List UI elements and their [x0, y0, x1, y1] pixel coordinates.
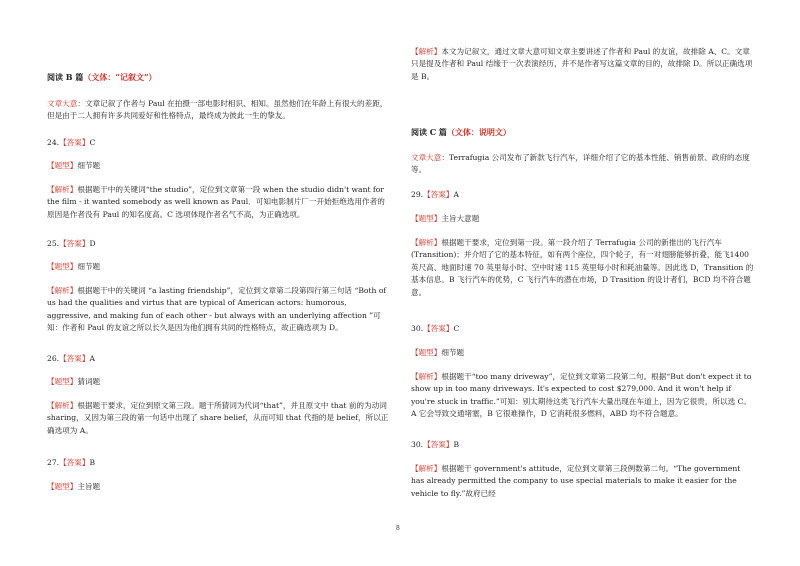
q27-answer [47, 457, 95, 469]
type-value: 猜词题 [77, 377, 101, 386]
q30b-analysis [411, 463, 756, 500]
q30b-answer [411, 439, 459, 451]
analysis-label: 【解析】 [411, 238, 442, 247]
section-c-prefix: 阅读 C 篇 [411, 127, 447, 137]
answer-value: B [89, 458, 96, 467]
q25-answer [47, 238, 96, 250]
answer-label: 【答案】 [59, 138, 90, 147]
q27-type [47, 481, 100, 493]
answer-label: 【答案】 [423, 190, 454, 199]
section-b-prefix: 阅读 B 篇 [47, 72, 84, 82]
q24-type [47, 160, 100, 172]
q30-analysis [411, 371, 756, 421]
analysis-text: 根据题干“too many driveway”，定位到文章第二段第二句。根据“But don't expect it to show up in too many driveways. It's expected to cost $279,000. And it won't help if you're stuck in traffic.”可知：别太期待这类飞行汽车大量出现在车道上，因为它很贵，所以选 C。A 它会导致交通堵塞，B 它很难操作，D 它消耗很多燃料，ABD 均不符合题意。 [411, 372, 752, 419]
type-value: 主旨大意题 [441, 214, 480, 223]
type-value: 细节题 [441, 348, 465, 357]
question-number: 26. [47, 354, 60, 363]
type-label: 【题型】 [47, 482, 78, 491]
section-b-genre: （文体：“记叙文”） [83, 72, 157, 82]
analysis-label: 【解析】 [411, 372, 442, 381]
question-number: 30. [411, 440, 424, 449]
type-label: 【题型】 [411, 214, 442, 223]
analysis-text: 根据题干中的关键词 “a lasting friendship”，定位到文章第二段第四行第三句话 “Both of us had the qualities and virtus that are typical of American actors: humorous, aggressive, and making fun of each other - but always with an underlying affection ”可知：作者和 Paul 的友谊之所以长久是因为他们拥有共同的性格特点，故正确选项为 D。 [47, 286, 387, 333]
type-label: 【题型】 [47, 161, 78, 170]
section-b-heading [47, 71, 157, 83]
section-c-genre: （文体：说明文） [446, 127, 511, 137]
answer-label: 【答案】 [423, 440, 454, 449]
section-b-summary [47, 98, 392, 123]
answer-value: D [89, 239, 96, 248]
summary-label: 文章大意 [47, 99, 78, 108]
answer-label: 【答案】 [59, 354, 90, 363]
q26-type [47, 376, 100, 388]
answer-value: C [453, 324, 460, 333]
q27-analysis [411, 46, 756, 83]
page-number: 8 [396, 525, 400, 532]
answer-value: B [453, 440, 460, 449]
q29-analysis [411, 237, 756, 299]
question-number: 30. [411, 324, 424, 333]
q26-analysis [47, 400, 392, 437]
type-value: 细节题 [77, 262, 101, 271]
analysis-text: 根据题干 government's attitude，定位到文章第三段例数第二句。“The government has already permitted the company to use special materials to make it easier for the vehicle to fly.”故府已经 [411, 464, 741, 498]
answer-label: 【答案】 [423, 324, 454, 333]
question-number: 24. [47, 138, 60, 147]
q29-answer [411, 189, 459, 201]
analysis-label: 【解析】 [47, 401, 78, 410]
type-label: 【题型】 [47, 377, 78, 386]
answer-label: 【答案】 [59, 239, 90, 248]
answer-label: 【答案】 [59, 458, 90, 467]
q26-answer [47, 353, 95, 365]
summary-text: ：文章记叙了作者与 Paul 在拍摄一部电影时相识、相知。虽然他们在年龄上有很大的差距，但是由于二人拥有许多共同爱好和性格特点，最终成为彼此一生的挚友。 [47, 99, 388, 121]
answer-value: A [89, 354, 95, 363]
type-label: 【题型】 [411, 348, 442, 357]
analysis-label: 【解析】 [411, 47, 442, 56]
q24-answer [47, 137, 95, 149]
section-c-heading [411, 126, 511, 138]
type-value: 细节题 [77, 161, 101, 170]
analysis-text: 根据题干中的关键词“the studio”，定位到文章第一段 when the studio didn't want for the film - it wanted somebody as well known as Paul．可知电影制片厂一开始拒绝选用作者的原因是作者没有 Paul 的知名度高。C 选项体现作者名气不高，为正确选项。 [47, 185, 385, 219]
q30-answer [411, 323, 459, 335]
analysis-text: 根据题干要求，定位到第一段。第一段介绍了 Terrafugia 公司的新推出的飞行汽车(Transition)；并介绍了它的基本特征，如有两个座位，四个轮子，有一对翅膀能够折叠，能飞1400 英尺高、地面时速 70 英里每小时、空中时速 115 英里每小时和耗油量等。因此选 D，Transition 的基本信息。B 飞行汽车的优势，C 飞行汽车的潜在市场，D Trasition 的设计者们，BCD 均不符合题意。 [411, 238, 754, 297]
analysis-label: 【解析】 [411, 464, 442, 473]
section-c-summary [411, 152, 756, 177]
type-value: 主旨题 [77, 482, 101, 491]
question-number: 27. [47, 458, 60, 467]
q30-type [411, 347, 464, 359]
answer-value: C [89, 138, 96, 147]
q24-analysis [47, 184, 392, 221]
analysis-label: 【解析】 [47, 286, 78, 295]
summary-label: 文章大意 [411, 153, 442, 162]
question-number: 25. [47, 239, 60, 248]
q29-type [411, 213, 479, 225]
analysis-label: 【解析】 [47, 185, 78, 194]
q25-analysis [47, 285, 392, 335]
question-number: 29. [411, 190, 424, 199]
type-label: 【题型】 [47, 262, 78, 271]
summary-text: ：Terrafugia 公司发布了新款飞行汽车，详细介绍了它的基本性能、销售前景、政府的态度等。 [411, 153, 750, 175]
analysis-text: 根据题干要求，定位到原文第三段。题干所猜词为代词“that”，并且原文中 that 前的为动词 sharing，又因为第三段的第一句话中出现了 share belief，从而可知 that 代指的是 belief，所以正确选项为 A。 [47, 401, 389, 435]
analysis-text: 本文为记叙文，通过文章大意可知文章主要讲述了作者和 Paul 的友谊，故排除 A、C。文章只是提及作者和 Paul 结缘于一次表演经历，并不是作者写这篇文章的目的，故排除 D。所以正确选项是 B。 [411, 47, 753, 81]
q25-type [47, 261, 100, 273]
answer-value: A [453, 190, 459, 199]
